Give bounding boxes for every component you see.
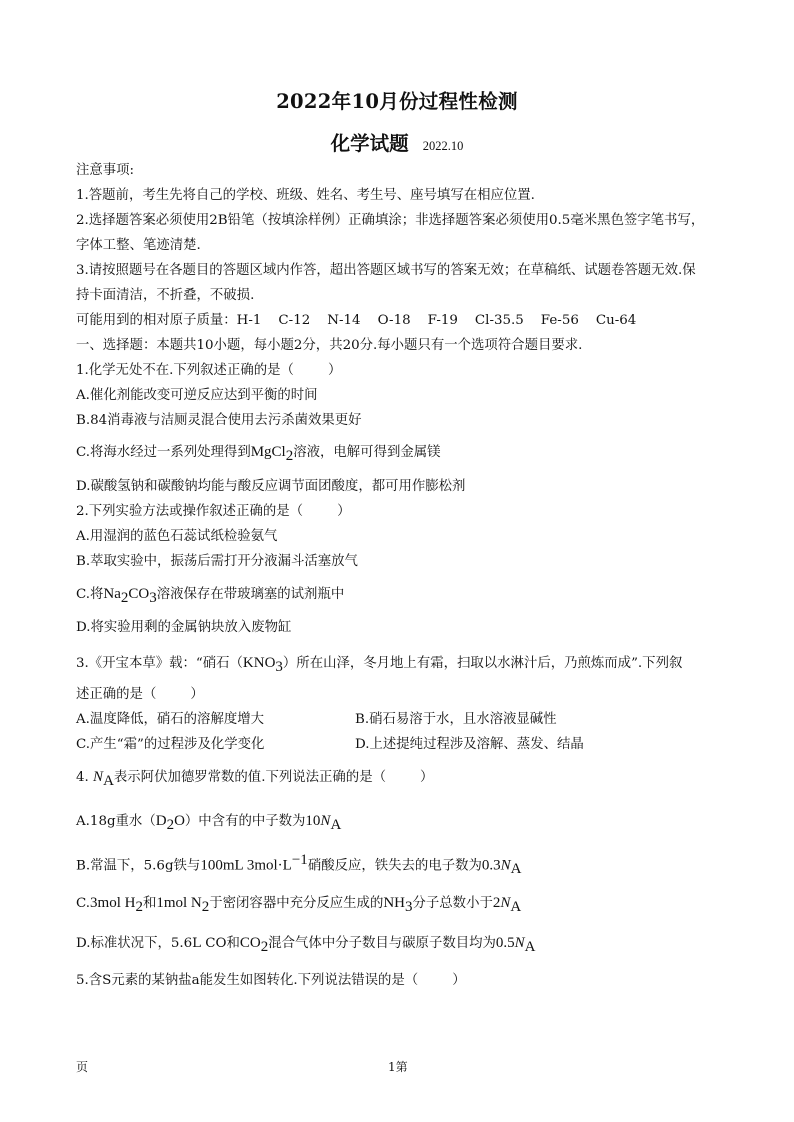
notice-heading: 注意事项: bbox=[76, 163, 135, 178]
exam-subtitle: 化学试题 bbox=[330, 132, 409, 155]
q3-stem: 3.《开宝本草》载：“硝石$(KNO_3)$所在山泽，冬月地上有霜，扫取以水淋汁后，乃煎炼而成”.下列叙 bbox=[76, 655, 683, 675]
notice-item-2b: 字体工整、笔迹清楚. bbox=[76, 238, 201, 253]
q4-stem: 4. $N_A$表示阿伏加德罗常数的值.下列说法正确的是（ ） bbox=[76, 769, 434, 789]
exam-subtitle-row bbox=[0, 128, 794, 156]
notice-item-1: 1.答题前，考生先将自己的学校、班级、姓名、考生号、座号填写在相应位置. bbox=[76, 188, 535, 203]
q2-option-d: D.将实验用剩的金属钠块放入废物缸 bbox=[76, 620, 292, 635]
page-number: 1第 bbox=[388, 1060, 408, 1074]
q4-option-b: B.常温下，5.6g铁与100mL $3mol\cdot L^{-1}$硝酸反应，铁失去的电子数为$0.3N_A$ bbox=[76, 852, 522, 878]
q1-option-a: A.催化剂能改变可逆反应达到平衡的时间 bbox=[76, 388, 318, 403]
q2-option-a: A.用湿润的蓝色石蕊试纸检验氨气 bbox=[76, 529, 278, 544]
q5-stem: 5.含S元素的某钠盐a能发生如图转化.下列说法错误的是（ ） bbox=[76, 973, 466, 988]
exam-title: 2022年10月份过程性检测 bbox=[276, 90, 518, 113]
q1-option-b: B.84消毒液与洁厕灵混合使用去污杀菌效果更好 bbox=[76, 413, 362, 428]
q3-option-b: B.硝石易溶于水，且水溶液显碱性 bbox=[355, 712, 557, 727]
q3-stem-cont: 述正确的是（ ） bbox=[76, 687, 204, 702]
q4-option-c: C.3mol $H_2$和1mol $N_2$于密闭容器中充分反应生成的$NH_3$分子总数小于$2N_A$ bbox=[76, 895, 522, 915]
q3-option-a: A.温度降低，硝石的溶解度增大 bbox=[76, 712, 265, 727]
exam-date: 2022.10 bbox=[422, 139, 464, 153]
q3-option-c: C.产生“霜”的过程涉及化学变化 bbox=[76, 737, 265, 752]
section-1-heading: 一、选择题：本题共10小题，每小题2分，共20分.每小题只有一个选项符合题目要求. bbox=[76, 338, 583, 353]
q1-option-d: D.碳酸氢钠和碳酸钠均能与酸反应调节面团酸度，都可用作膨松剂 bbox=[76, 479, 466, 494]
q2-option-c: C.将$Na_2CO_3$溶液保存在带玻璃塞的试剂瓶中 bbox=[76, 586, 345, 606]
q1-stem: 1.化学无处不在.下列叙述正确的是（ ） bbox=[76, 363, 342, 378]
q2-option-b: B.萃取实验中，振荡后需打开分液漏斗活塞放气 bbox=[76, 554, 358, 569]
q3-options-row-2 bbox=[76, 736, 734, 754]
q4-option-d: D.标准状况下，5.6L CO和$CO_2$混合气体中分子数目与碳原子数目均为$0.5N_A$ bbox=[76, 935, 536, 955]
q1-option-c: C.将海水经过一系列处理得到MgCl$_2$溶液，电解可得到金属镁 bbox=[76, 444, 441, 464]
atomic-masses: 可能用到的相对原子质量：H-1 C-12 N-14 O-18 F-19 Cl-35.5 Fe-56 Cu-64 bbox=[76, 313, 637, 328]
q2-stem: 2.下列实验方法或操作叙述正确的是（ ） bbox=[76, 504, 351, 519]
footer-left: 页 bbox=[76, 1060, 89, 1074]
notice-item-3b: 持卡面清洁，不折叠，不破损. bbox=[76, 288, 255, 303]
q3-option-d: D.上述提纯过程涉及溶解、蒸发、结晶 bbox=[355, 737, 584, 752]
notice-item-2a: 2.选择题答案必须使用2B铅笔（按填涂样例）正确填涂；非选择题答案必须使用0.5毫米黑色签字笔书写， bbox=[76, 213, 705, 228]
q4-option-a: A.18g重水$(D_2O)$中含有的中子数为$10N_A$ bbox=[76, 813, 342, 833]
q3-options-row-1 bbox=[76, 711, 734, 729]
notice-item-3a: 3.请按照题号在各题目的答题区域内作答，超出答题区域书写的答案无效；在草稿纸、试题卷答题无效.保 bbox=[76, 263, 696, 278]
